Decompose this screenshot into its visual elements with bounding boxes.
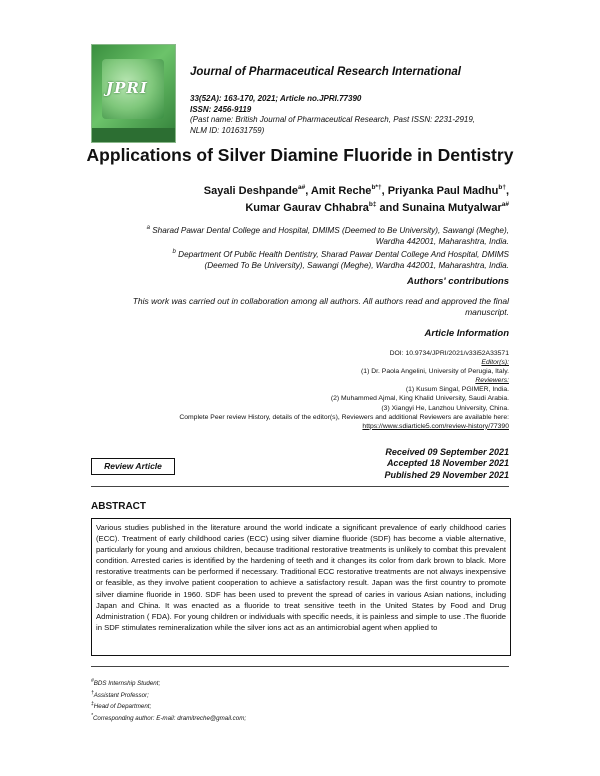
- journal-title: Journal of Pharmaceutical Research International: [190, 66, 461, 78]
- journal-meta: [190, 94, 520, 136]
- journal-logo: JPRI: [106, 79, 148, 97]
- editor-item: (1) Dr. Paola Angelini, University of Perugia, Italy.: [361, 368, 509, 376]
- footnote-text: BDS Internship Student;: [93, 680, 161, 687]
- footnote-mark: ‡: [91, 701, 94, 708]
- journal-nlm-id: NLM ID: 101631759): [190, 125, 265, 135]
- article-title: Applications of Silver Diamine Fluoride in Dentistry: [86, 145, 514, 165]
- review-history-link[interactable]: https://www.sdiarticle5.com/review-history/77390: [362, 422, 509, 430]
- author-affiliation-mark: b*†: [371, 184, 382, 191]
- review-history-note: Complete Peer review History, details of the editor(s), Reviewers and additional Reviewers are available here:: [179, 413, 509, 421]
- author-list: Sayali Deshpande$^{a\#}$, Amit Reche$^{b*\dagger}$, Priyanka Paul Madhu$^{b\dagger}$, Kumar Gaurav Chhabra$^{b\ddagger}$ and Sunaina Mutyalwar$^{a\#}$: [203, 184, 509, 214]
- contributions-heading: Authors' contributions: [407, 276, 509, 287]
- journal-issn: ISSN: 2456-9119: [190, 104, 252, 114]
- footnote-mark: †: [91, 689, 94, 696]
- author-conjunction: and: [379, 202, 400, 214]
- cover-footer-bar: [92, 128, 175, 142]
- reviewer-item: (2) Muhammed Ajmal, King Khalid University, Saudi Arabia.: [330, 395, 509, 403]
- affiliation-a-line2: Wardha 442001, Maharashtra, India.: [375, 236, 509, 246]
- reviewer-item: (3) Xiangyi He, Lanzhou University, China.: [381, 404, 509, 412]
- editors-label: Editor(s):: [481, 359, 509, 367]
- author-name: Priyanka Paul Madhu: [387, 185, 499, 197]
- affiliation-mark: a: [146, 225, 150, 231]
- article-type-badge: Review Article: [91, 458, 175, 475]
- received-date: Received 09 September 2021: [385, 447, 509, 457]
- affiliations: [69, 223, 509, 271]
- abstract-text: Various studies published in the literature around the world indicate a significant prevalence of early childhood caries (ECC). Treatment of early childhood caries (ECC) using silver diamine fluoride (SDF) has become a viable alternative, particularly for young and anxious children, because traditional restorative treatments is unlikely to combat this prevalent condition. Arrested caries is identified by the hardening of teeth and it changes its color from dark brown to black. More restorative treatments can be performed if necessary. Traditional ECC restorative treatments are not always inexpensive or feasible, as they involve patient cooperation to achieve a satisfactory result. Japan was the first country to promote silver diamine fluoride in 1960. SDF has been used to prevent the spread of caries in various Asian nations, including Japan and China. It was enacted as a fluoride to treat sensitive teeth in the United States by Food and Drug Administration ( FDA). For young children or individuals with specific needs, it is painless and simple to use .The fluoride in SDF stimulates remineralization while the silver ions act as an antimicrobial agent when applied to: [96, 523, 506, 632]
- author-name: Sunaina Mutyalwar: [402, 202, 502, 214]
- author-name: Amit Reche: [310, 185, 372, 197]
- author-affiliation-mark: a#: [501, 201, 509, 208]
- abstract-box: [91, 518, 511, 656]
- affiliation-b-line2: (Deemed To Be University), Sawangi (Meghe), Wardha 442001, Maharashtra, India.: [204, 260, 509, 270]
- footnote-text: Corresponding author: E-mail: dramitreche@gmail.com;: [92, 714, 247, 722]
- footnote-mark: *: [91, 712, 93, 719]
- footnote-text: Head of Department;: [93, 703, 152, 711]
- footnotes: [91, 677, 246, 723]
- accepted-date: Accepted 18 November 2021: [386, 458, 509, 469]
- journal-cover-image: [91, 44, 176, 143]
- author-affiliation-mark: a#: [297, 184, 306, 191]
- reviewers-label: Reviewers:: [475, 377, 509, 385]
- footnote-divider: [91, 666, 509, 667]
- journal-header: [190, 66, 520, 136]
- reviewer-item: (1) Kusum Singal, PGIMER, India.: [405, 386, 509, 394]
- contributions-text: This work was carried out in collaboration among all authors. All authors read and approved the final manuscript.: [132, 296, 509, 317]
- published-date: Published 29 November 2021: [384, 469, 509, 480]
- author-name: Kumar Gaurav Chhabra: [245, 202, 369, 214]
- journal-citation: 33(52A): 163-170, 2021; Article no.JPRI.77390: [190, 94, 362, 103]
- author-affiliation-mark: b†: [498, 184, 506, 191]
- publication-dates: [384, 447, 509, 481]
- footnote-text: Assistant Professor;: [93, 691, 149, 699]
- footnote-mark: #: [91, 678, 94, 684]
- affiliation-b-line1: Department Of Public Health Dentistry, Sharad Pawar Dental College And Hospital, DMIMS: [178, 250, 509, 259]
- abstract-heading: ABSTRACT: [91, 501, 146, 512]
- section-divider: [91, 486, 509, 487]
- doi: DOI: 10.9734/JPRI/2021/v33i52A33571: [389, 350, 509, 357]
- affiliation-mark: b: [172, 249, 176, 255]
- author-name: Sayali Deshpande: [203, 185, 298, 197]
- author-affiliation-mark: b‡: [368, 201, 377, 208]
- affiliation-a-line1: Sharad Pawar Dental College and Hospital, DMIMS (Deemed to Be University), Sawangi (Meghe),: [152, 226, 509, 235]
- article-info-heading: Article Information: [424, 328, 509, 339]
- article-info: [69, 349, 509, 431]
- journal-past-name: (Past name: British Journal of Pharmaceutical Research, Past ISSN: 2231-2919,: [190, 115, 476, 124]
